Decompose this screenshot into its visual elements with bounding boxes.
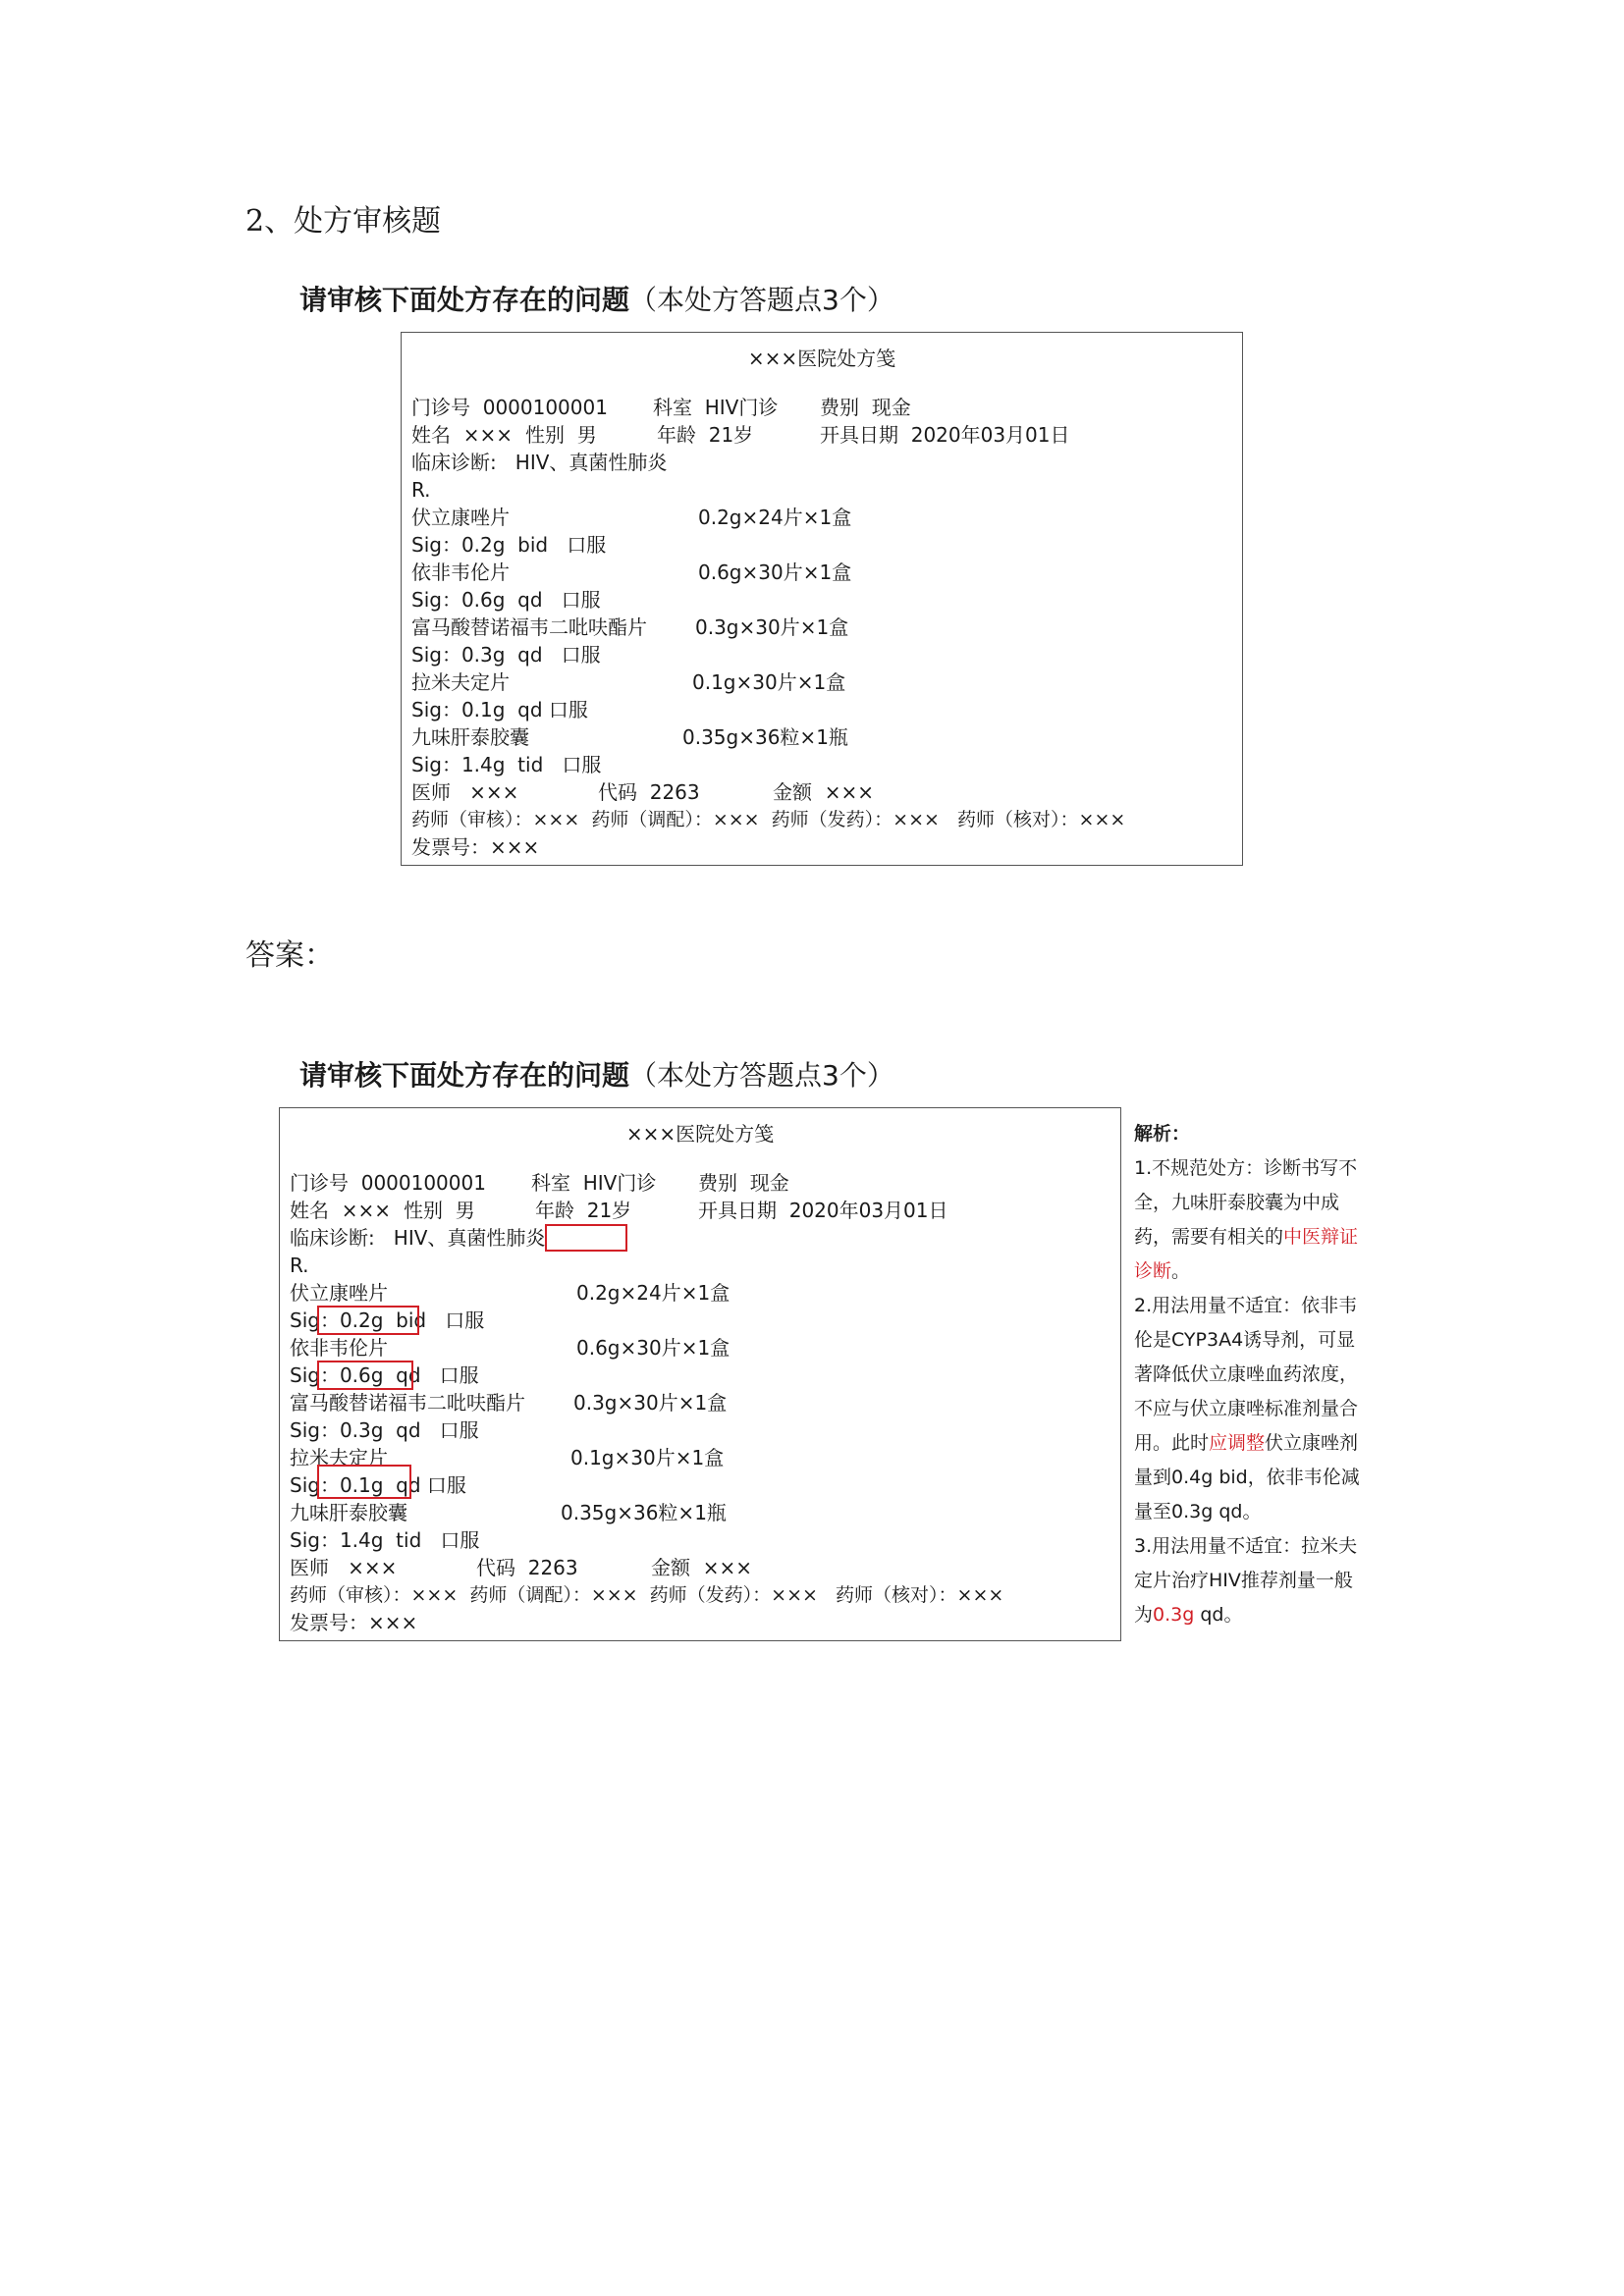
drug-spec: 0.35g×36粒×1瓶 [561,1501,727,1524]
pharmacists: 药师（审核）：××× 药师（调配）：××× 药师（发药）：××× 药师（核对）：××× [411,809,1126,830]
drug-name: 九味肝泰胶囊 [290,1501,407,1524]
sig-dose: 0.2g bid [339,1308,427,1332]
drug-name: 九味肝泰胶囊 [411,725,529,749]
clinic-no: 门诊号 0000100001 [290,1171,486,1195]
drug-name: 依非韦伦片 [411,561,510,584]
question-heading [299,279,894,318]
analysis-point-2: 2.用法用量不适宜：依非韦伦是CYP3A4诱导剂，可显著降低伏立康唑血药浓度，不应与伏立康唑标准剂量合用。此时应调整伏立康唑剂量到0.4g bid，依非韦伦减量至0.3g qd。 [1134,1295,1360,1522]
patient-age: 年龄 21岁 [657,423,754,447]
drug-spec: 0.1g×30片×1盒 [570,1446,725,1469]
sig-dose: 0.3g qd [339,1418,421,1442]
patient-name: 姓名 ××× [411,423,513,447]
drug-name: 伏立康唑片 [411,506,510,529]
issue-date: 开具日期 2020年03月01日 [698,1199,948,1222]
sig-dose: 0.6g qd [339,1363,421,1387]
sig-prefix: Sig： [411,643,461,667]
sig-dose: 1.4g tid [339,1528,422,1552]
sig-route: 口服 [439,1418,479,1442]
patient-sex: 性别 男 [525,423,597,447]
rx-symbol: R. [290,1254,309,1277]
clinic-no: 门诊号 0000100001 [411,396,608,419]
prescription-form-answer [279,1107,1121,1641]
invoice-no: 发票号：××× [411,835,540,859]
diagnosis: 临床诊断: HIV、真菌性肺炎 [290,1226,546,1250]
analysis-panel [1134,1117,1370,1632]
analysis-heading: 解析： [1134,1123,1191,1145]
patient-age: 年龄 21岁 [535,1199,632,1222]
drug-spec: 0.6g×30片×1盒 [576,1336,731,1360]
drug-spec: 0.2g×24片×1盒 [576,1281,731,1305]
sig-dose: 0.1g qd [339,1473,421,1497]
sig-route: 口服 [561,588,601,612]
question-note: （本处方答题点3个） [629,1059,894,1092]
sig-prefix: Sig： [411,533,461,557]
prescription-form [401,332,1243,866]
sig-dose: 0.3g qd [460,643,543,667]
doctor: 医师 ××× [290,1556,398,1579]
sig-route: 口服 [567,533,607,557]
sig-prefix: Sig： [411,753,461,776]
drug-sig [290,1416,479,1444]
sig-route: 口服 [548,698,588,721]
sig-prefix: Sig： [290,1473,340,1497]
drug-name: 拉米夫定片 [411,670,510,694]
sig-dose: 0.1g qd [460,698,543,721]
department: 科室 HIV门诊 [653,396,779,419]
drug-sig [411,531,606,559]
sig-prefix: Sig： [411,588,461,612]
drug-name: 富马酸替诺福韦二吡呋酯片 [290,1391,525,1415]
drug-spec: 0.1g×30片×1盒 [692,670,846,694]
sig-prefix: Sig： [290,1528,340,1552]
rx-symbol: R. [411,478,431,502]
amount: 金额 ××× [651,1556,752,1579]
code: 代码 2263 [598,780,700,804]
analysis-highlight: 应调整 [1209,1432,1266,1454]
drug-name: 依非韦伦片 [290,1336,388,1360]
code: 代码 2263 [476,1556,578,1579]
sig-route: 口服 [561,643,601,667]
drug-sig [411,751,601,778]
highlight-missing-diagnosis [545,1224,627,1252]
drug-spec: 0.2g×24片×1盒 [698,506,852,529]
highlight-voriconazole-dose [317,1306,419,1335]
highlight-efavirenz-dose [317,1361,413,1390]
sig-prefix: Sig： [411,698,461,721]
diagnosis: 临床诊断: HIV、真菌性肺炎 [411,451,668,474]
sig-route: 口服 [445,1308,485,1332]
sig-route: 口服 [426,1473,466,1497]
analysis-highlight: 0.3g [1153,1604,1195,1626]
answer-label: 答案： [245,938,334,973]
analysis-point-1: 1.不规范处方：诊断书写不全，九味肝泰胶囊为中成药，需要有相关的中医辩证诊断。 [1134,1157,1359,1282]
question-heading [299,1054,894,1094]
amount: 金额 ××× [773,780,874,804]
highlight-lamivudine-dose [317,1465,411,1499]
rx-title: ×××医院处方笺 [625,1122,775,1146]
drug-sig [411,641,601,668]
sig-route: 口服 [562,753,602,776]
question-bold: 请审核下面处方存在的问题 [299,1059,630,1092]
sig-dose: 0.2g bid [460,533,549,557]
patient-name: 姓名 ××× [290,1199,391,1222]
sig-dose: 0.6g qd [460,588,543,612]
rx-title: ×××医院处方笺 [747,347,896,370]
fee-type: 费别 现金 [820,396,911,419]
drug-name: 拉米夫定片 [290,1446,388,1469]
drug-spec: 0.35g×36粒×1瓶 [682,725,848,749]
issue-date: 开具日期 2020年03月01日 [820,423,1070,447]
analysis-highlight: 中医辩证诊断 [1134,1226,1359,1282]
drug-sig [411,696,588,723]
drug-sig [411,586,601,614]
sig-dose: 1.4g tid [460,753,544,776]
pharmacists: 药师（审核）：××× 药师（调配）：××× 药师（发药）：××× 药师（核对）：××× [290,1584,1004,1606]
question-note: （本处方答题点3个） [629,284,894,316]
invoice-no: 发票号：××× [290,1611,418,1634]
drug-name: 富马酸替诺福韦二吡呋酯片 [411,615,647,639]
sig-route: 口服 [440,1528,480,1552]
sig-prefix: Sig： [290,1308,340,1332]
drug-sig [290,1526,479,1554]
drug-spec: 0.3g×30片×1盒 [695,615,849,639]
analysis-point-3: 3.用法用量不适宜：拉米夫定片治疗HIV推荐剂量一般为0.3g qd。 [1134,1535,1358,1626]
fee-type: 费别 现金 [698,1171,789,1195]
drug-spec: 0.3g×30片×1盒 [573,1391,728,1415]
doctor: 医师 ××× [411,780,519,804]
section-title: 2、处方审核题 [245,204,442,239]
drug-spec: 0.6g×30片×1盒 [698,561,852,584]
sig-prefix: Sig： [290,1418,340,1442]
sig-route: 口服 [439,1363,479,1387]
patient-sex: 性别 男 [404,1199,475,1222]
question-bold: 请审核下面处方存在的问题 [299,284,630,316]
drug-name: 伏立康唑片 [290,1281,388,1305]
department: 科室 HIV门诊 [531,1171,657,1195]
sig-prefix: Sig： [290,1363,340,1387]
